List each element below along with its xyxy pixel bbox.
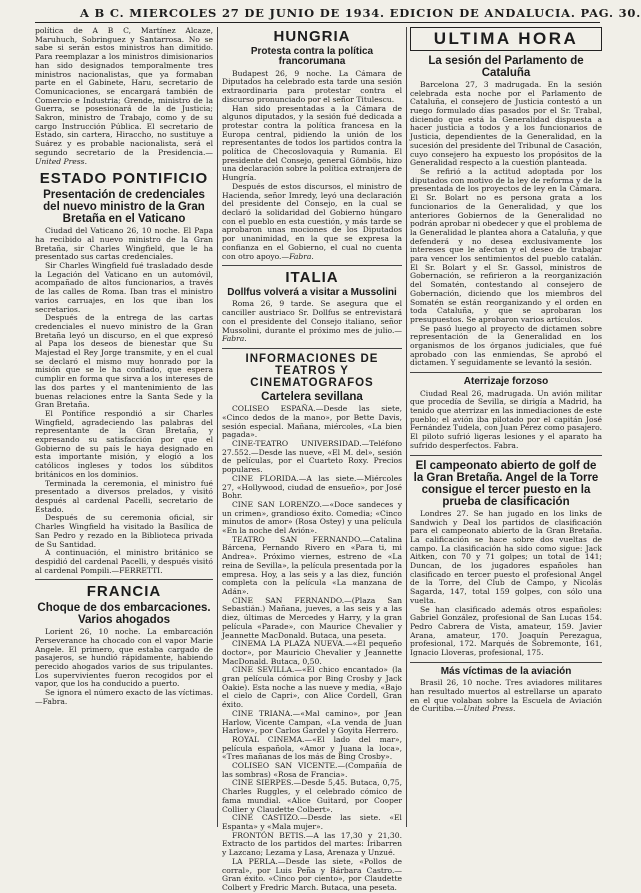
listing-item: CINE FLORIDA.—A las siete.—Miércoles 27, «Hollywood, ciudad de ensueño», por José Bohr. [222,473,402,501]
paragraph: Roma 26, 9 tarde. Se asegura que el canciller austriaco Sr. Dollfus se entrevistará con el presidente del Consejo italiano, señor Mussolini, durante el próximo mes de julio.—Fabra. [222,299,402,344]
paragraph: Han sido presentadas a la Cámara de algunos diputados, y la sesión fué dedicada a protestar contra la política francesa en la Europa central, pidiendo la unión de los representantes de todos los partidos contra la política de Checoslovaquia y Rumania. El presidente del Consejo, general Gömbös, hizo una declaración sobre la política extranjera de Hungría. [222,103,402,183]
listing-item: CINE SAN LORENZO.—«Doce sandeces y un crimen», grandioso éxito. Comedia; «Cinco minutos de amor» (Rosa Ostey) y una película «En la noche del Avión». [222,499,402,536]
paragraph: Brasil 26, 10 noche. Tres aviadores militares han resultado muertos al estrellarse un aparato en el que volaban sobre la Escuela de Aviación de Curitiba.—United Press. [410,678,602,714]
header-text: A B C. MIERCOLES 27 DE JUNIO DE 1934. EDICION DE ANDALUCIA. PAG. 30. [80,6,641,20]
section-title: HUNGRIA [273,28,351,45]
divider [222,265,402,266]
listing-item: CINE SIERPES.—Desde 5,45. Butaca, 0,75, Charles Ruggles, y el celebrado cómico de fama mundial. «Alice Guitard, por Cooper Collier y Claudette Colbert». [222,778,402,814]
divider [35,579,213,580]
listing-item: CINE-TEATRO UNIVERSIDAD.—Teléfono 27.552.—Desde las nueve, «El M. del», sesión de películas, por el Cuarteto Roxy. Precios populares. [222,439,402,475]
column-right [410,27,602,832]
paragraph: Lorient 26, 10 noche. La embarcación Perseverance ha chocado con el vapor Marie Angele. El primero, que estaba cargado de pasajeros, se hundió rápidamente, habiendo perecido ahogados varios de sus tripulantes. Los supervivientes fueron recogidos por el vapor, que los ha conducido a puerto. [35,627,213,689]
byline: Fabra. [289,251,314,261]
headline: Dollfus volverá a visitar a Mussolini [227,286,397,298]
divider [222,348,402,349]
column-middle [222,27,402,892]
paragraph: El Pontífice respondió a sir Charles Wingfield, agradeciendo las palabras del representante de la Gran Bretaña, y expresando su satisfacción por que el Gobierno de su país le haya designado en esta importante misión, y elogió a los católicos ingleses y todos los súbditos británicos en los dominios. [35,408,213,479]
paragraph: Después de la entrega de las cartas credenciales el nuevo ministro de la Gran Bretaña leyó un discurso, en el que expresó al Papa los deseos de bienestar que Su Majestad el Rey Jorge transmite, y en el cual se declaró el mismo muy honrado por la misión que se le ha confiado, que espera cumplir en forma que sirva a los intereses de las dos partes y el mantenimiento de las buenas relaciones entre la Santa Sede y la Gran Bretaña. [35,313,213,410]
paragraph: Sir Charles Wingfield fué trasladado desde la Legación del Vaticano en un automóvil, acompañado de altos funcionarios, a través de las calles de Roma. Iban tras el ministro varios carruajes, en los que iban los secretarios. [35,261,213,314]
section-title: ITALIA [285,269,339,287]
column-divider [406,27,407,827]
byline: Fabra. [222,334,247,344]
subsection-title: Cartelera sevillana [261,391,363,404]
cartelera-list [222,405,402,892]
headline: Protesta contra la política francorumana [250,45,374,68]
paragraph: Se ignora el número exacto de las víctimas.—Fabra. [35,688,213,706]
paragraph: Se han clasificado además otros españoles: Gabriel González, profesional de San Lucas 154. Pedro Cabrera de Vista, amateur, 159. Javier Arana, amateur, 170. Joaquín Perezagua, profesional, 172. Marqués de Sobremonte, 161, Ignacio Lloveras, profesional, 175. [410,604,602,658]
headline: Choque de dos embarcaciones. Varios ahogados [37,602,211,627]
paragraph: Se refirió a la actitud adoptada por los diputados con motivo de la ley de reforma y de la presentada de los proyectos de ley en la Cámara. El Sr. Bolart no es persona grata a los funcionarios de la Generalidad, y que los anteriores Gobiernos de la Generalidad no podrán aprobar ni obedecer y que el problema de la Generalidad le plantea ahora a Cataluña, y que defenderá y no desea exclusivamente los intereses que le afectan y el deseo de trabajar para vencer los sentimientos del pueblo catalán. El Sr. Bolart y el Sr. Gassol, ministros de Gobernación, se refirieron a la reorganización del Somatén, contestando al consejero de Gobernación, diciendo que los miembros del Somatén se están reorganizando y el orden en toda Cataluña, y que se aprobaran los presupuestos. Se aprobaron varios artículos. [410,167,602,324]
section-title: INFORMACIONES DE TEATROS Y CINEMATOGRAFOS [245,352,379,390]
listing-item: COLISEO ESPAÑA.—Desde las siete, «Cinco dedos de la mano», por Bette Davis, sesión especial. Mañana, miércoles, «La bien pagada». [222,404,402,440]
section-title: FRANCIA [86,583,162,601]
listing-item: CINE CASTIZO.—Desde las siete. «El Espanta» y «Mala mujer». [222,813,402,831]
listing-item: CINEMA LA PLAZA NUEVA.—«El pequeño doctor», por Mauricio Chevalier y Jeannette MacDonald. Butaca, 0,50. [222,639,402,666]
column-left [35,27,213,832]
paragraph: Terminada la ceremonia, el ministro fué presentado a diversos prelados, y visitó después al cardenal Pacelli, secretario de Estado. [35,478,213,514]
headline: La sesión del Parlamento de Cataluña [428,54,584,79]
paragraph: Se pasó luego al proyecto de dictamen sobre representación de la Generalidad en los organismos de los órganos judiciales, que fué aprobado con las enmiendas, Se aprobó el dictamen. Y seguidamente se levantó la sesión. [410,323,602,368]
paragraph: Ciudad Real 26, madrugada. Un avión militar que procedía de Sevilla, se dirigía a Madrid, ha tenido que aterrizar en las inmediaciones de este pueblo; el avión iba pilotado por el capitán José Fernández Tudela, con Juan Pérez como pasajero. El piloto sufrió ligeras lesiones y el aparato ha sufrido desperfectos. Fabra. [410,388,603,450]
headline: El campeonato abierto de golf de la Gran Bretaña. Angel de la Torre consigue el tercer puesto en la prueba de clasificación [413,459,599,508]
listing-item: ROYAL CINEMA.—«El lado del mar», película española, «Amor y Juana la loca», «Tres mañanas de los más de Bing Crosby». [222,734,402,762]
listing-item: TEATRO SAN FERNANDO.—Catalina Bárcena, Fernando Rivero en «Para ti, mi Andrea». Próximo viernes, estreno de «La reina de Sevilla», la película presentada por la empresa. Hoy, a las seis y a las diez, función completa con la película «La manzana de Adán». [222,534,402,596]
listing-item: CINE TRIANA.—«Mal camino», por Jean Harlow, Vicente Campan, «La venda de Juan Harlow», por Carlos Gardel y Goyita Herrero. [222,708,402,736]
headline: Más víctimas de la aviación [440,665,572,677]
paragraph: Después de su ceremonia oficial, sir Charles Wingfield ha visitado la Basílica de San Pedro y rezado en la Biblioteca privada de Su Santidad. [35,513,213,549]
paragraph: A continuación, el ministro británico se despidió del cardenal Pacelli, y después visitó al cardenal Pompili.—FERRETTI. [35,548,213,575]
listing-item: COLISEO SAN VICENTE.—(Compañía de las sombras) «Rosa de Francia». [222,761,402,779]
article-body [35,227,213,575]
listing-item: FRONTÓN BETIS.—A las 17,30 y 21,30. Extracto de los partidos del martes: Iribarren y Lazcano; Lezama y Lasa, Arenaza y Unzué. [222,830,402,858]
paragraph: Londres 27. Se han jugado en los links de Sandwich y Deal los partidos de clasificación para el campeonato abierto de la Gran Bretaña. La calificación se hace sobre dos vueltas de campo. La clasificación ha sido como sigue: Jack Aitken, con 70 y 71 golpes; un total de 141; Duncan, de los jugadores españoles han clasificado en tercer puesto el profesional Angel de la Torre, del Club de Campo, y Nicolás Sagarda, 147, total 159 golpes, con sólo una vuelta. [410,508,602,605]
article-continuation: política de A B C, Martínez Alcaze, Maruhuch, Sobringuez y Santarrosa. No se sabe si serán estos ministros han dimitido. Para reemplazar a los ministros dimisionarios han sido designados temporalmente tres ministros nacionalistas, que ya formaban parte en el Gabinete, Haru, secretario de Comunicaciones, se encargará también de Comercio e Industria; Grende, ministro de la Guerra, se posesionará de la de Justicia; Sakron, ministro de Trabajo, como y de su cargo Instrucción Pública. El secretario de Estado, sin cartera, Hiraccho, no sustituye a Suárez y es probable nacionalista, será el segundo secretario de la Presidencia.— United Press. [35,26,213,166]
divider [410,455,602,456]
listing-item: CINE SEVILLA.—«El chico encantado» (la gran película cómica por Bing Crosby y Jack Oakie). Esta noche a las nueve y media, «Bajo el cielo de Capri», con Alice Cordell, Gran éxito. [222,665,402,710]
banner-title: ULTIMA HORA [410,27,602,51]
headline: Presentación de credenciales del nuevo ministro de la Gran Bretaña en el Vaticano [43,189,205,226]
section-title: ESTADO PONTIFICIO [39,170,209,188]
headline: Aterrizaje forzoso [463,376,549,388]
paragraph: Budapest 26, 9 noche. La Cámara de Diputados ha celebrado esta tarde una sesión extraordinaria para protestar contra el discurso pronunciado por el señor Titulescu. [222,68,402,104]
divider [410,372,602,373]
header-rule [35,22,600,23]
column-divider [217,27,218,827]
byline: FERRETTI. [119,565,163,575]
paragraph: Después de estos discursos, el ministro de Hacienda, señor Imredy, leyó una declaración del presidente del Consejo, en la cual se declaró la solidaridad del Gobierno húngaro con el pueblo en esta cuestión, y más tarde se aprobaron unas mociones de los Diputados por unanimidad, en la que se expresa la confianza en el Gobierno, el cual no cuenta con otro apoyo.—Fabra. [222,181,402,261]
divider [410,662,602,663]
byline: United Press. [463,704,516,714]
page-header [0,0,641,24]
listing-item: LA PERLA.—Desde las siete, «Pollos de corral», por Luis Peña y Bárbara Castro.—Gran éxito. «Cinco por ciento», por Claudette Colbert y Fredric March. Butaca, una peseta. [222,856,402,892]
paragraph: Ciudad del Vaticano 26, 10 noche. El Papa ha recibido al nuevo ministro de la Gran Bretaña, sir Charles Wingfield, que le ha presentado sus cartas credenciales. [35,226,213,262]
listing-item: CINE SAN FERNANDO.—(Plaza San Sebastián.) Mañana, jueves, a las seis y a las diez, últimas de Mercedes y Harry, y la gran película «Parade», con Maurice Chevalier y Jeannette MacDonald. Butaca, una peseta. [222,595,402,640]
paragraph: Barcelona 27, 3 madrugada. En la sesión celebrada esta noche por el Parlamento de Cataluña, el consejero de Justicia contestó a un ruego formulado días pasados por el Sr. Trabal, diciendo que está la Generalidad dispuesta a hacer justicia a todos y a los funcionarios de Justicia, dependientes de la Generalidad, en la sucesión del presidente del Tribunal de Casación, cuyo consejero ha expuesto los propósitos de la Generalidad respecto a la cuestión planteada. [410,79,602,168]
